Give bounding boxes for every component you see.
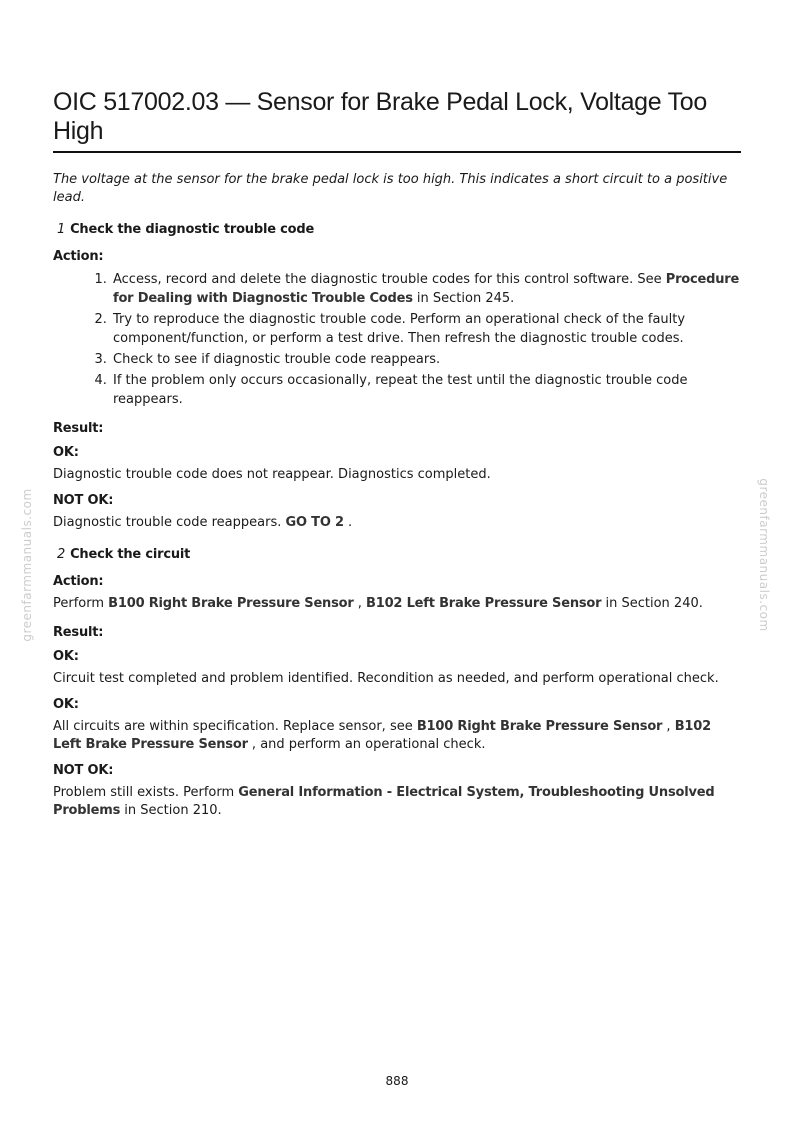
- action-item-4: 4. If the problem only occurs occasionally, repeat the test until the diagnostic trouble code reappears.: [111, 371, 741, 409]
- step-2-ok1-label: OK:: [53, 649, 79, 664]
- action-item-3: 3. Check to see if diagnostic trouble code reappears.: [111, 350, 741, 369]
- link-b102-sensor[interactable]: B102 Left Brake Pressure Sensor: [366, 596, 602, 611]
- ok2-prefix: All circuits are within specification. Replace sensor, see: [53, 719, 417, 734]
- step-1-ok-label: OK:: [53, 445, 79, 460]
- step-1-action-list: [53, 270, 741, 409]
- step-2-heading: [57, 547, 741, 562]
- step-2-action-label: Action:: [53, 574, 104, 589]
- step-1-ok-text: Diagnostic trouble code does not reappear. Diagnostics completed.: [53, 467, 491, 482]
- watermark-right: greenfarmmanuals.com: [757, 478, 771, 632]
- link-b100-sensor[interactable]: B100 Right Brake Pressure Sensor: [108, 596, 354, 611]
- step-1-action-label: Action:: [53, 249, 104, 264]
- ok2-suffix: , and perform an operational check.: [247, 737, 486, 752]
- watermark-left: greenfarmmanuals.com: [20, 488, 34, 642]
- step-1-result-label: Result:: [53, 421, 104, 436]
- action-prefix: Perform: [53, 596, 109, 611]
- step-1-notok-label: NOT OK:: [53, 493, 114, 508]
- notok-suffix: .: [343, 515, 353, 530]
- step-2-ok2-text: [53, 718, 741, 754]
- step-1-title: Check the diagnostic trouble code: [70, 222, 315, 237]
- step-2-action-text: [53, 595, 741, 613]
- step-2-notok-label: NOT OK:: [53, 763, 114, 778]
- action-item-2: 2. Try to reproduce the diagnostic trouble code. Perform an operational check of the faulty component/function, or perform a test drive. Then refresh the diagnostic trouble codes.: [111, 310, 741, 348]
- action-item-1: [111, 270, 741, 308]
- link-unsolved-problems[interactable]: General Information - Electrical System, Troubleshooting Unsolved Problems: [53, 785, 715, 818]
- notok2-suffix: in Section 210.: [120, 803, 222, 818]
- page-number: 888: [385, 1074, 409, 1088]
- step-1-number: 1: [57, 222, 66, 237]
- document-body: [53, 88, 741, 820]
- step-2-result-label: Result:: [53, 625, 104, 640]
- action-1-text: Access, record and delete the diagnostic trouble codes for this control software. See: [113, 272, 666, 287]
- link-procedure-dtc[interactable]: Procedure for Dealing with Diagnostic Trouble Codes: [113, 272, 740, 306]
- page-title: OIC 517002.03 — Sensor for Brake Pedal Lock, Voltage Too High: [53, 88, 741, 153]
- step-2-notok-text: [53, 784, 741, 820]
- step-2-ok1-text: Circuit test completed and problem identified. Recondition as needed, and perform operational check.: [53, 671, 719, 686]
- link-b100-sensor-2[interactable]: B100 Right Brake Pressure Sensor: [416, 719, 663, 734]
- step-1-heading: [57, 222, 741, 237]
- link-goto-2[interactable]: GO TO 2: [285, 515, 344, 530]
- step-1-notok-text: [53, 514, 741, 532]
- intro-text: The voltage at the sensor for the brake pedal lock is too high. This indicates a short circuit to a positive lead.: [53, 172, 728, 205]
- action-separator: ,: [353, 596, 367, 611]
- notok-prefix: Diagnostic trouble code reappears.: [53, 515, 286, 530]
- step-2-title: Check the circuit: [70, 547, 191, 562]
- action-suffix: in Section 240.: [601, 596, 703, 611]
- action-1-suffix: in Section 245.: [412, 291, 515, 306]
- notok2-prefix: Problem still exists. Perform: [53, 785, 239, 800]
- step-2-ok2-label: OK:: [53, 697, 79, 712]
- link-b102-sensor-2[interactable]: B102 Left Brake Pressure Sensor: [53, 719, 711, 752]
- ok2-separator: ,: [662, 719, 675, 734]
- step-2-number: 2: [57, 547, 66, 562]
